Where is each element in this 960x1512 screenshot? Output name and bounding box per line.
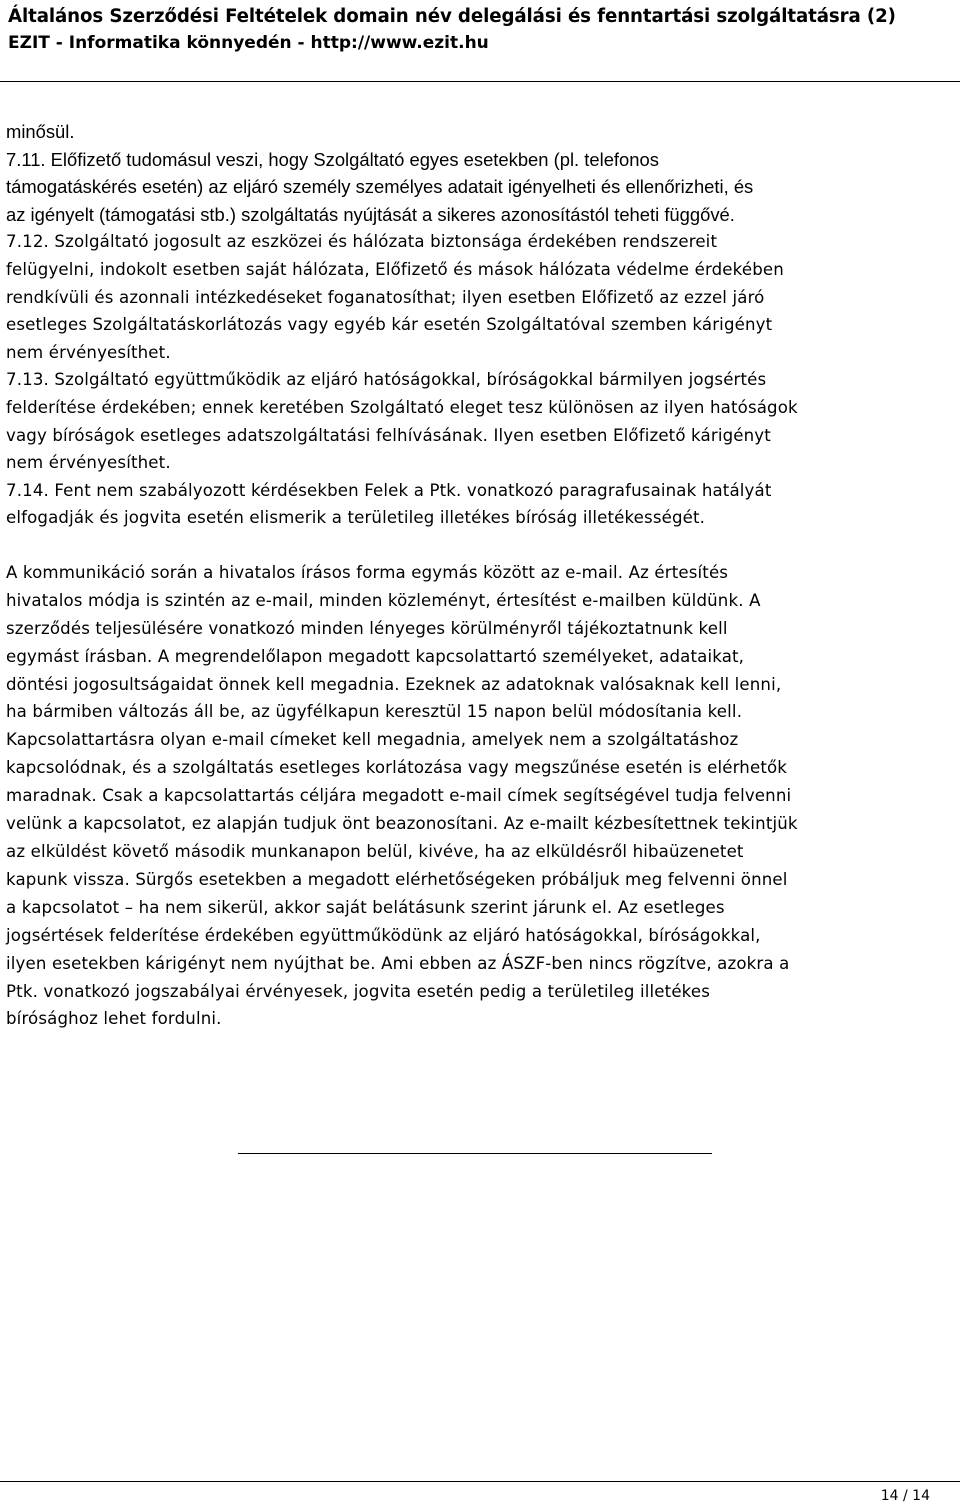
document-header bbox=[0, 0, 960, 82]
text-line: vagy bíróságok esetleges adatszolgáltatási felhívásának. Ilyen esetben Előfizető kárigényt bbox=[6, 425, 771, 445]
text-line: bírósághoz lehet fordulni. bbox=[6, 1009, 222, 1029]
text-line: 7.12. Szolgáltató jogosult az eszközei és hálózata biztonsága érdekében rendszereit bbox=[6, 232, 718, 252]
end-of-content-rule bbox=[238, 1153, 712, 1154]
sections-block bbox=[6, 228, 956, 532]
text-line: egymást írásban. A megrendelőlapon megadott kapcsolattartó személyeket, adataikat, bbox=[6, 646, 745, 666]
text-line: Ptk. vonatkozó jogszabályai érvényesek, jogvita esetén pedig a területileg illetékes bbox=[6, 981, 710, 1001]
text-line: ilyen esetekben kárigényt nem nyújthat be. Ami ebben az ÁSZF-ben nincs rögzítve, azokra a bbox=[6, 953, 790, 973]
document-subtitle: EZIT - Informatika könnyedén - http://www.ezit.hu bbox=[8, 33, 489, 53]
paragraph-gap bbox=[6, 532, 956, 559]
text-line: nem érvényesíthet. bbox=[6, 342, 171, 362]
text-line: a kapcsolatot – ha nem sikerül, akkor saját belátásunk szerint járunk el. Az esetleges bbox=[6, 897, 725, 917]
text-line: felügyelni, indokolt esetben saját hálózata, Előfizető és mások hálózata védelme érdekében bbox=[6, 259, 784, 279]
text-line: ha bármiben változás áll be, az ügyfélkapun keresztül 15 napon belül módosítania kell. bbox=[6, 702, 743, 722]
text-line: elfogadják és jogvita esetén elismerik a területileg illetékes bíróság illetékességét. bbox=[6, 508, 706, 528]
text-line: maradnak. Csak a kapcsolattartás céljára megadott e-mail címek segítségével tudja felvenni bbox=[6, 786, 792, 806]
text-line: szerződés teljesülésére vonatkozó minden lényeges körülményről tájékoztatnunk kell bbox=[6, 618, 728, 638]
text-line: esetleges Szolgáltatáskorlátozás vagy egyéb kár esetén Szolgáltatóval szemben kárigényt bbox=[6, 315, 773, 335]
text-line: döntési jogosultságaidat önnek kell megadnia. Ezeknek az adatoknak valósaknak kell lenni, bbox=[6, 674, 782, 694]
text-line: rendkívüli és azonnali intézkedéseket foganatosíthat; ilyen esetben Előfizető az ezzel járó bbox=[6, 287, 765, 307]
text-line: Kapcsolattartásra olyan e-mail címeket kell megadnia, amelyek nem a szolgáltatáshoz bbox=[6, 730, 739, 750]
intro-block bbox=[6, 118, 956, 228]
text-line: 7.14. Fent nem szabályozott kérdésekben Felek a Ptk. vonatkozó paragrafusainak hatályát bbox=[6, 480, 772, 500]
document-body bbox=[6, 118, 956, 1033]
text-line: jogsértések felderítése érdekében együttműködünk az eljáró hatóságokkal, bíróságokkal, bbox=[6, 925, 761, 945]
footer-divider bbox=[0, 1481, 960, 1482]
text-line: 7.11. Előfizető tudomásul veszi, hogy Szolgáltató egyes esetekben (pl. telefonos bbox=[6, 148, 659, 170]
text-line: hivatalos módja is szintén az e-mail, minden közleményt, értesítést e-mailben küldünk. A bbox=[6, 590, 761, 610]
text-line: nem érvényesíthet. bbox=[6, 453, 171, 473]
text-line: kapunk vissza. Sürgős esetekben a megadott elérhetőségeken próbáljuk meg felvenni önnel bbox=[6, 869, 788, 889]
communication-paragraph bbox=[6, 559, 956, 1033]
text-line: A kommunikáció során a hivatalos írásos forma egymás között az e-mail. Az értesítés bbox=[6, 562, 729, 582]
document-title: Általános Szerződési Feltételek domain név delegálási és fenntartási szolgáltatásra (2) bbox=[8, 6, 896, 27]
text-line: az igényelt (támogatási stb.) szolgáltatás nyújtását a sikeres azonosítástól teheti függővé. bbox=[6, 203, 735, 225]
text-line: támogatáskérés esetén) az eljáró személy személyes adatait igényelheti és ellenőrizheti, és bbox=[6, 176, 754, 198]
text-line: az elküldést követő második munkanapon belül, kivéve, ha az elküldésről hibaüzenetet bbox=[6, 841, 744, 861]
text-line: felderítése érdekében; ennek keretében Szolgáltató eleget tesz különösen az ilyen hatóságok bbox=[6, 397, 798, 417]
page-number: 14 / 14 bbox=[880, 1488, 930, 1504]
text-line: 7.13. Szolgáltató együttműködik az eljáró hatóságokkal, bíróságokkal bármilyen jogsértés bbox=[6, 370, 767, 390]
text-line: kapcsolódnak, és a szolgáltatás esetleges korlátozása vagy megszűnése esetén is elérhetők bbox=[6, 758, 788, 778]
text-line: minősül. bbox=[6, 121, 75, 142]
text-line: velünk a kapcsolatot, ez alapján tudjuk önt beazonosítani. Az e-mailt kézbesítettnek tekintjük bbox=[6, 814, 798, 834]
